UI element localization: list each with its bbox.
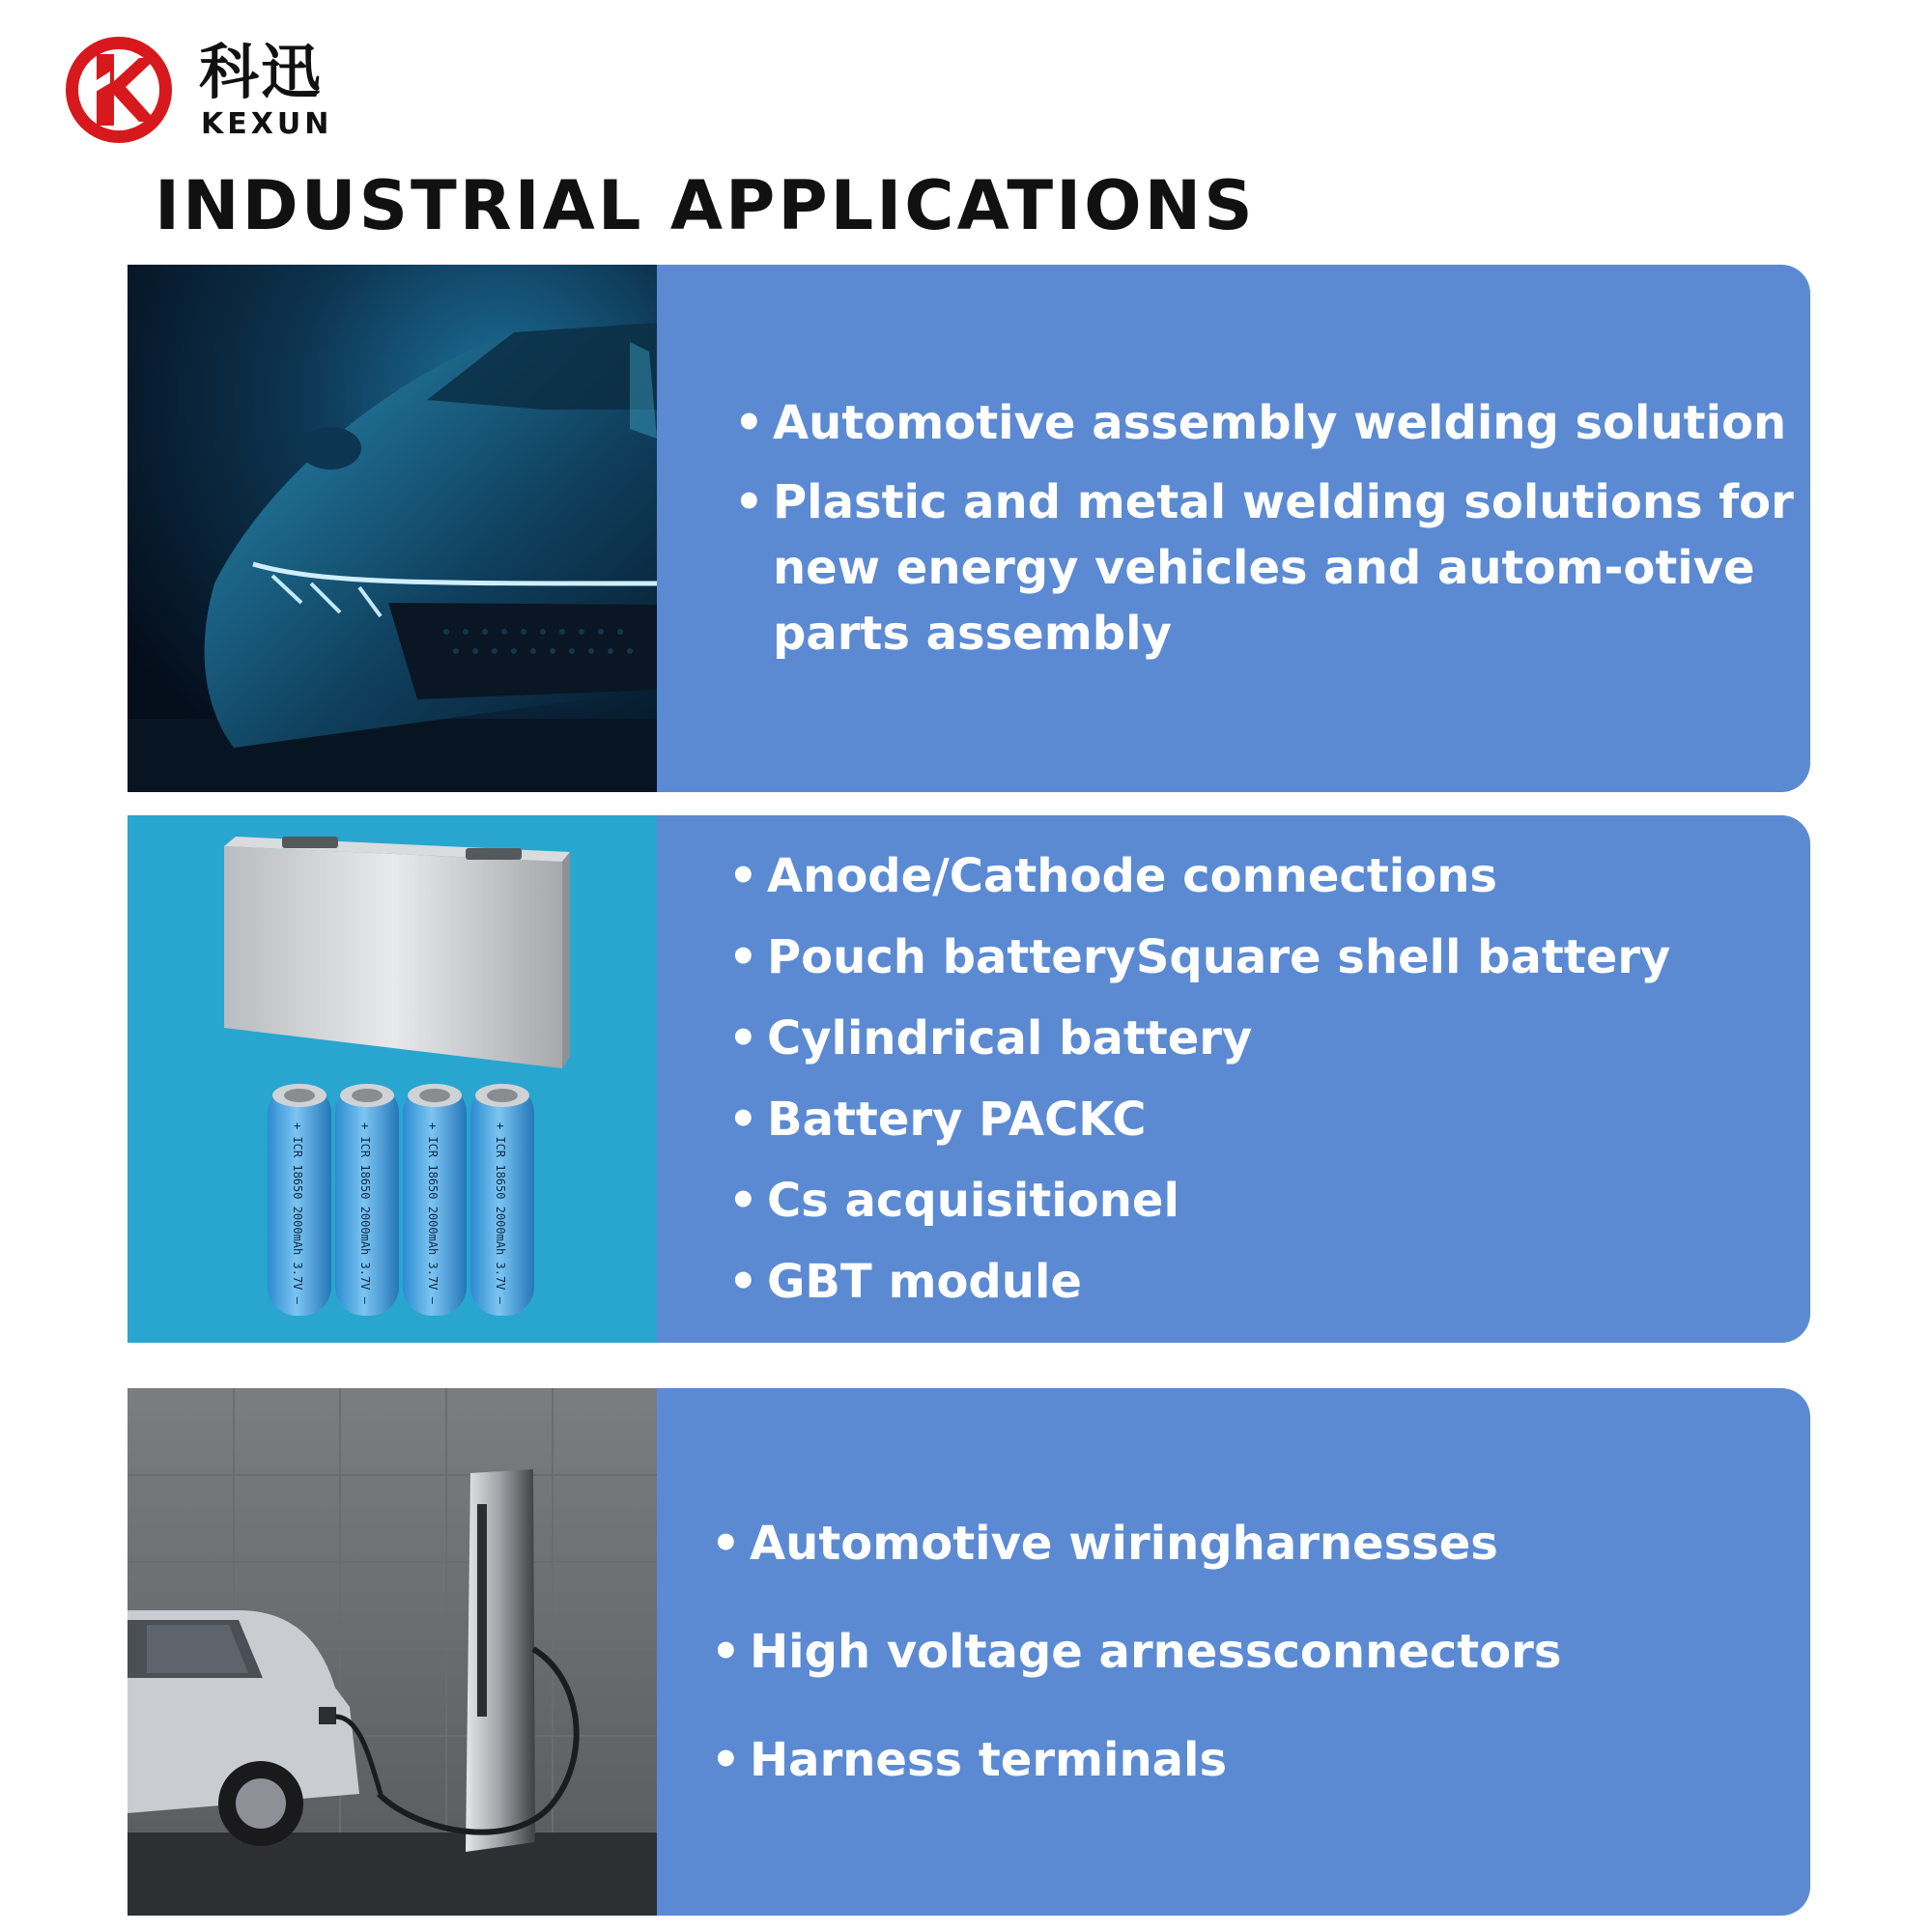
bullet-item: • Harness terminals: [711, 1706, 1810, 1814]
bullet-item: • Battery PACKC: [728, 1079, 1810, 1160]
ev-charging-station-image: [128, 1388, 657, 1916]
bullet-item: • Cylindrical battery: [728, 998, 1810, 1079]
brand-name-english: KEXUN: [201, 107, 333, 141]
wiring-bullet-list: [657, 1388, 1810, 1916]
battery-cell-label: + ICR 18650 2000mAh 3.7V –: [291, 1122, 304, 1304]
bullet-item: • High voltage arnessconnectors: [711, 1598, 1810, 1706]
electric-car-headlight-image: [128, 265, 657, 792]
kexun-logo: [62, 31, 371, 147]
application-panel-battery: [128, 815, 1810, 1343]
application-panel-automotive: [128, 265, 1810, 792]
page-title: INDUSTRIAL APPLICATIONS: [155, 166, 1256, 245]
bullet-item: • Cs acquisitionel: [728, 1160, 1810, 1241]
bullet-item: • GBT module: [728, 1241, 1810, 1322]
battery-bullet-list: [657, 815, 1810, 1343]
bullet-item: • Anode/Cathode connections: [728, 836, 1810, 917]
automotive-bullet-list: [657, 265, 1810, 792]
kexun-logo-icon: [62, 33, 176, 147]
bullet-item: • Automotive assembly welding solution: [734, 390, 1810, 456]
bullet-item: • Pouch batterySquare shell battery: [728, 917, 1810, 998]
bullet-item: • Automotive wiringharnesses: [711, 1490, 1810, 1598]
battery-cell-label: + ICR 18650 2000mAh 3.7V –: [358, 1122, 372, 1304]
bullet-item: • Plastic and metal welding solutions for new energy vehicles and autom-otive parts assembly: [734, 469, 1810, 667]
application-panel-wiring: [128, 1388, 1810, 1916]
battery-cells-image: [128, 815, 657, 1343]
brand-name-chinese: 科迅: [199, 37, 324, 107]
battery-cell-label: + ICR 18650 2000mAh 3.7V –: [494, 1122, 507, 1304]
battery-cell-label: + ICR 18650 2000mAh 3.7V –: [426, 1122, 440, 1304]
